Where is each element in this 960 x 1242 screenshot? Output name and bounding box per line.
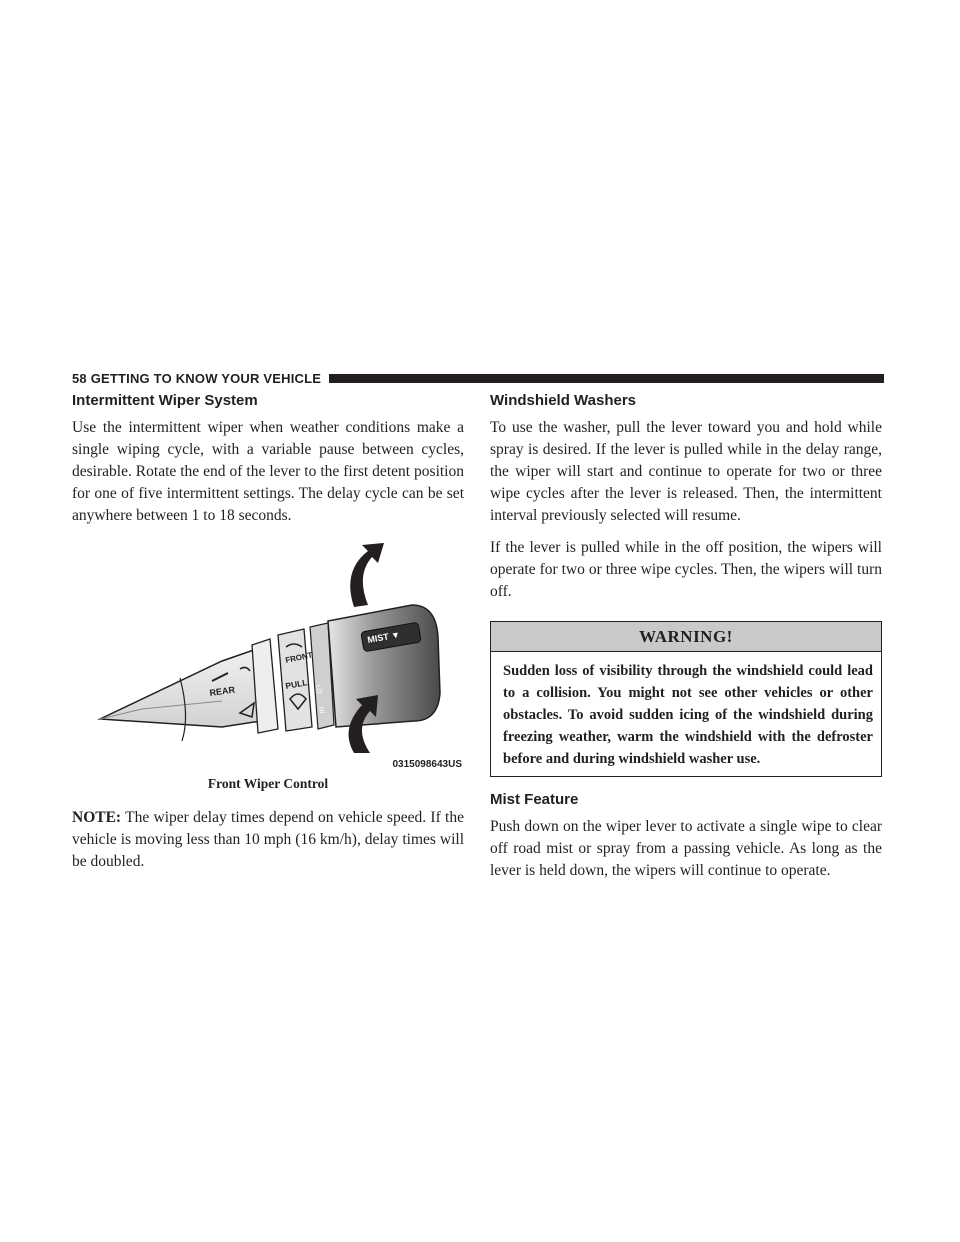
intermittent-wiper-heading: Intermittent Wiper System <box>72 392 258 409</box>
left-column <box>72 392 464 883</box>
section-title: GETTING TO KNOW YOUR VEHICLE <box>90 370 322 386</box>
right-column <box>490 392 882 892</box>
image-code: 0315098643US <box>392 759 462 770</box>
hi-label: HI <box>317 706 326 715</box>
rotate-up-arrow-icon <box>350 543 384 607</box>
note-paragraph <box>72 807 464 873</box>
front-wiper-figure <box>72 541 464 773</box>
warning-body: Sudden loss of visibility through the windshield could lead to a collision. You might not see other vehicles or other obstacles. To avoid sudden icing of the windshield during freezing weather, warm the windshield with the defroster before and during windshield washer use. <box>503 663 873 767</box>
lo-label: LO <box>314 684 323 695</box>
washers-paragraph-2: If the lever is pulled while in the off position, the wipers will operate for two or three wipe cycles. Then, the wipers will turn off. <box>490 539 882 600</box>
washers-paragraph-1: To use the washer, pull the lever toward you and hold while spray is desired. If the lever is pulled while in the delay range, the wiper will start and continue to operate for two or three wipe cycles after the lever is released. Then, the intermittent interval previously selected will resume. <box>490 419 882 524</box>
mist-label: MIST ▼ <box>366 629 401 645</box>
note-text: The wiper delay times depend on vehicle speed. If the vehicle is moving less than 10 mph (16 km/h), delay times will be doubled. <box>72 809 464 870</box>
windshield-washers-heading: Windshield Washers <box>490 392 637 409</box>
page-number: 58 <box>72 370 87 386</box>
page-header <box>72 370 884 386</box>
intermittent-wiper-paragraph: Use the intermittent wiper when weather conditions make a single wiping cycle, with a variable pause between cycles, desirable. Rotate the end of the lever to the first detent position for one of five intermittent settings. The delay cycle can be set anywhere between 1 to 18 seconds. <box>72 419 464 524</box>
front-label: FRONT <box>284 650 314 665</box>
warning-title: WARNING! <box>491 622 881 652</box>
rear-label: REAR <box>208 684 236 698</box>
header-label <box>72 371 329 386</box>
note-label: NOTE: <box>72 809 122 826</box>
wiper-lever-illustration <box>72 541 464 773</box>
header-rule <box>329 374 884 383</box>
warning-box <box>490 621 882 777</box>
pull-label: PULL <box>284 677 309 691</box>
mist-paragraph: Push down on the wiper lever to activate a single wipe to clear off road mist or spray from a passing vehicle. As long as the lever is held down, the wipers will continue to operate. <box>490 818 882 879</box>
figure-caption: Front Wiper Control <box>207 776 329 791</box>
mist-feature-heading: Mist Feature <box>490 791 579 808</box>
